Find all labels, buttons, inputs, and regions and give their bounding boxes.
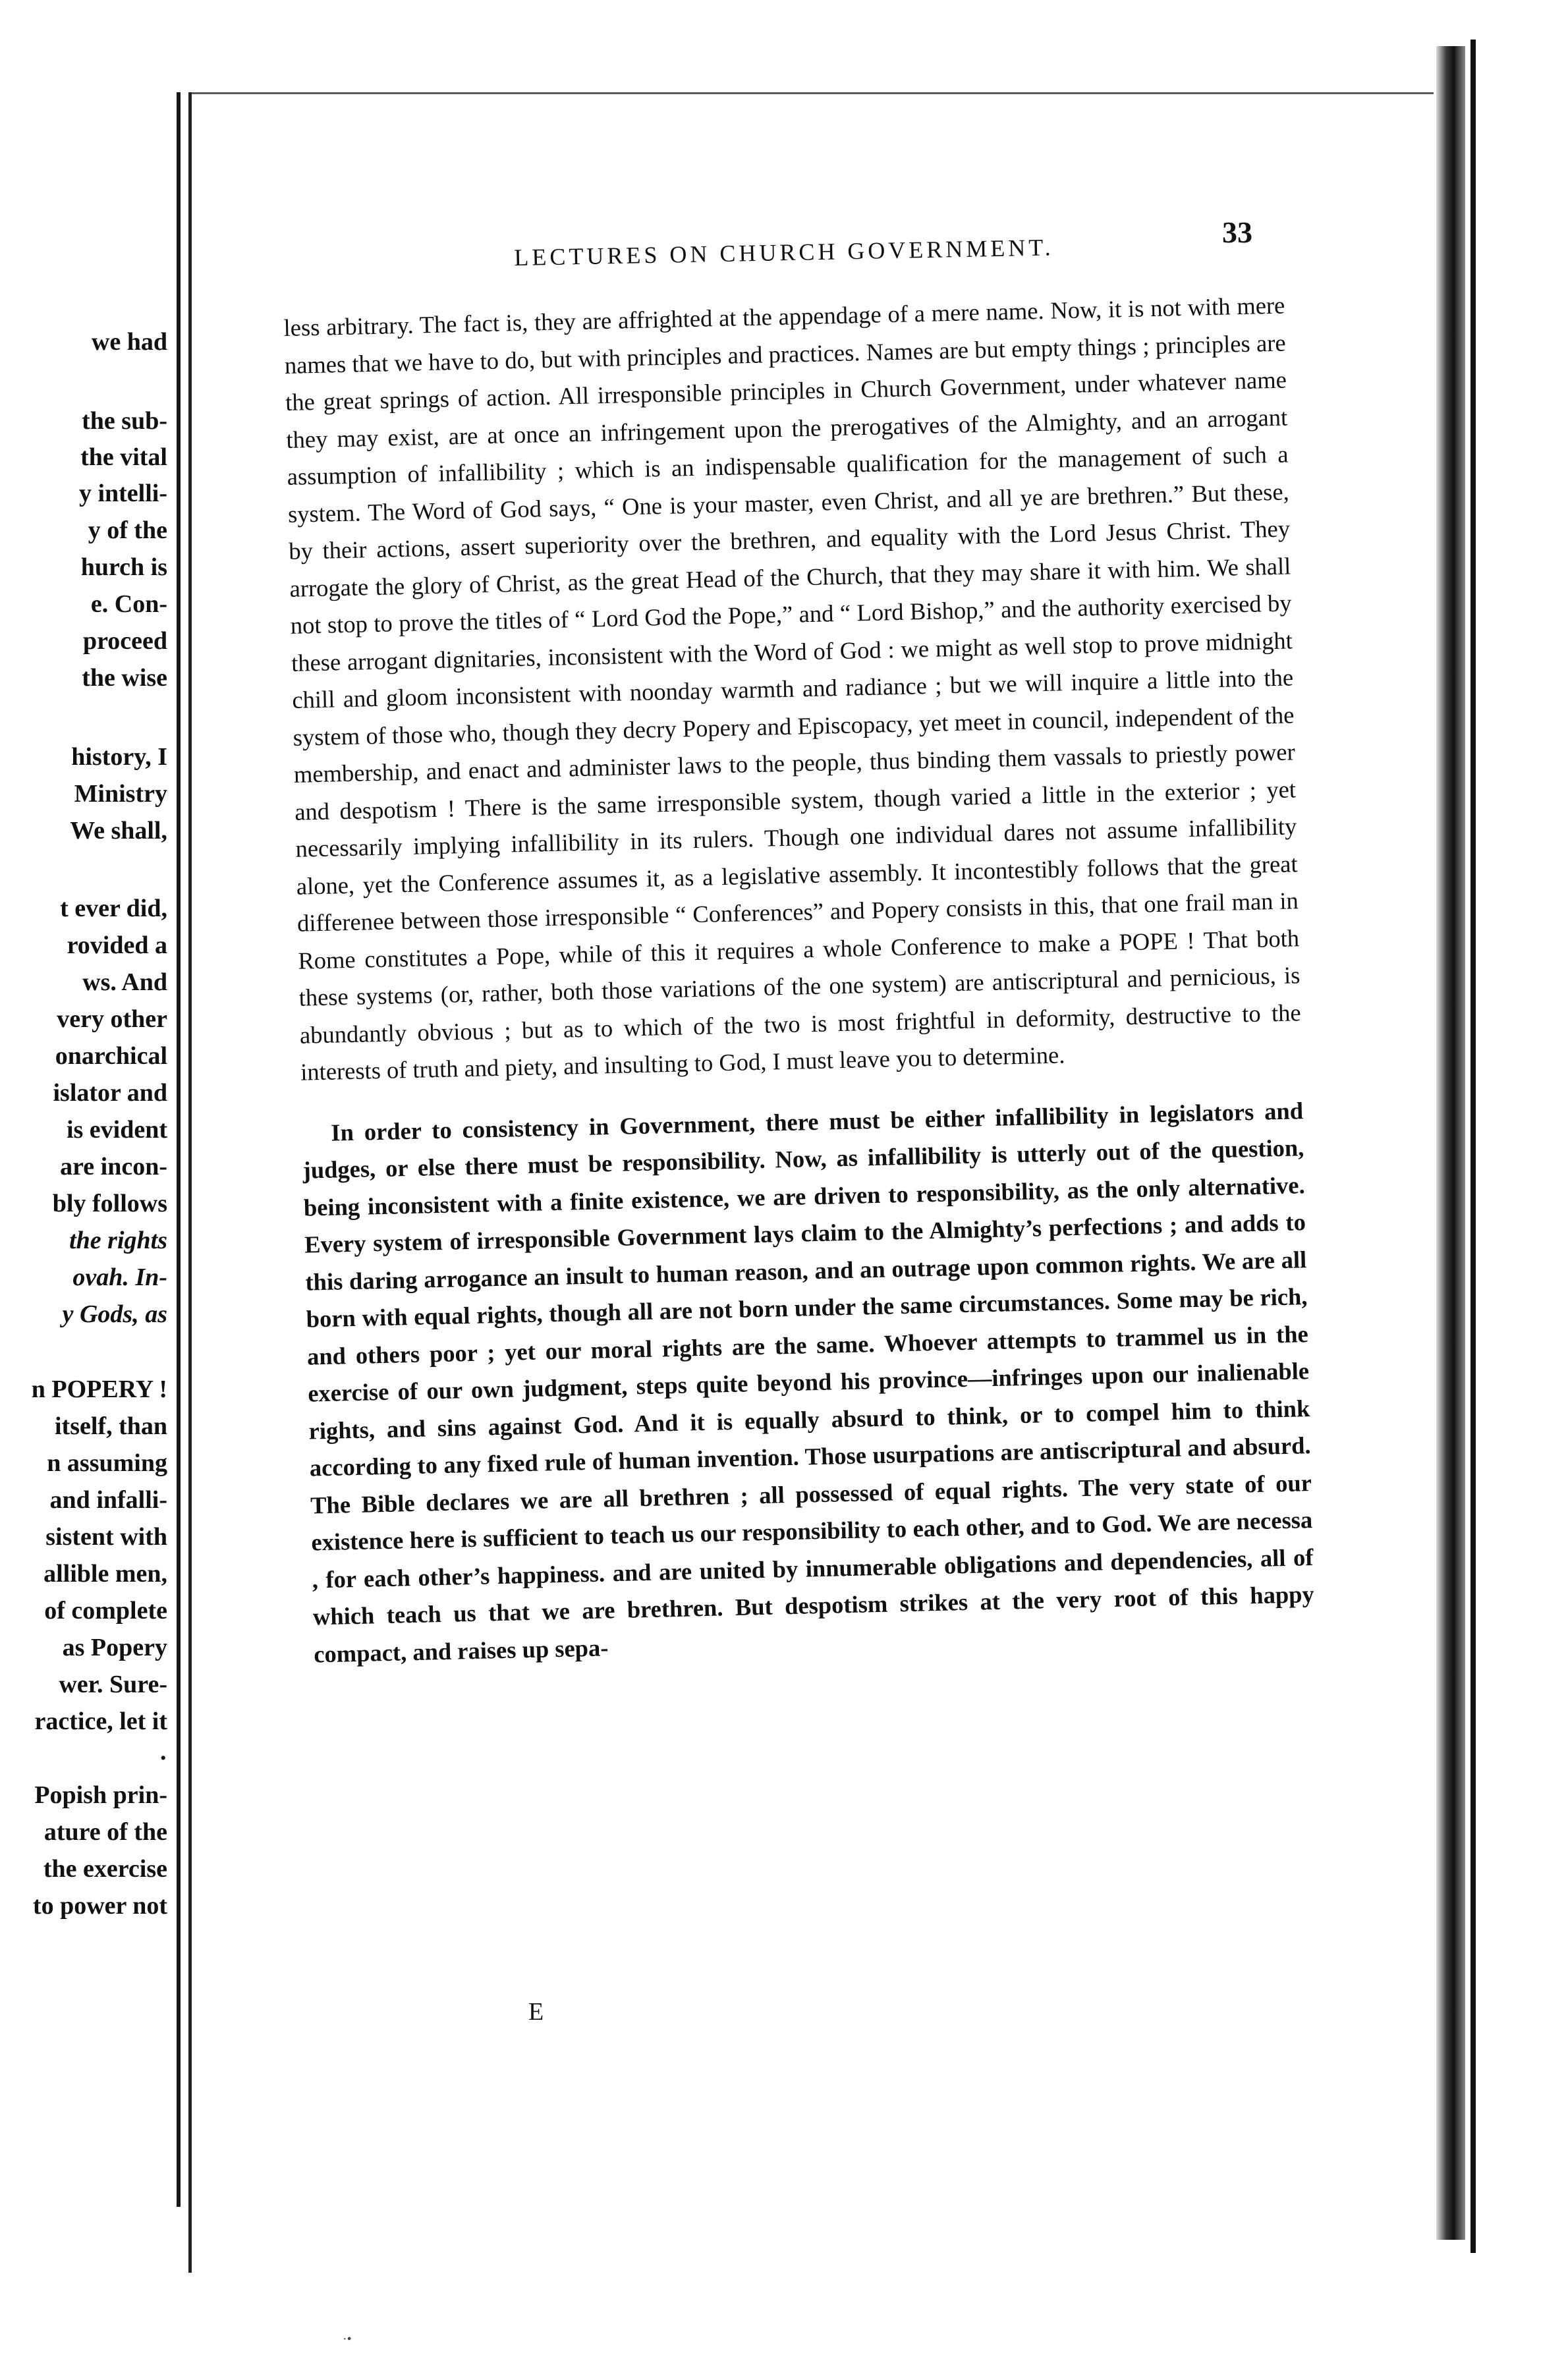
previous-page-line: are incon- [60,1153,167,1180]
previous-page-line: the sub- [82,407,167,435]
previous-page-line: n POPERY ! [31,1375,167,1403]
book-binding-edge [1470,40,1476,2253]
stray-ink-mark: ·• [343,2332,352,2347]
previous-page-line: ovah. In- [72,1264,167,1291]
paragraph-1: less arbitrary. The fact is, they are affrighted at the appendage of a mere name. Now, it is not with mere names that we have to do, but with principles and practices. Names are but empty things ; principles are the great springs of action. All irresponsible principles in Church Government, under whatever name they may exist, are at once an infringement upon the prerogatives of the Almighty, and an arrogant assumption of infallibility ; which is an indispensable qualification for the management of such a system. The Word of God says, “ One is your master, even Christ, and all ye are brethren.” But these, by their actions, assert superiority over the brethren, and equality with the Lord Jesus Christ. They arrogate the glory of Christ, as the great Head of the Church, that they may share it with him. We shall not stop to prove the titles of “ Lord God the Pope,” and “ Lord Bishop,” and the authority exercised by these arrogant dignitaries, inconsistent with the Word of God : we might as well stop to prove midnight chill and gloom inconsistent with noonday warmth and radiance ; but we will inquire a little into the system of those who, though they decry Popery and Episcopacy, yet meet in council, independent of the membership, and enact and administer laws to the people, thus binding them vassals to priestly power and despotism ! There is the same irresponsible system, though varied a little in the exterior ; yet necessarily implying infallibility in its rulers. Though one individual dares not assume infallibility alone, yet the Conference assumes it, as a legislative assembly. It incontestibly follows that the great differenee between those irresponsible “ Conferences” and Popery consists in this, that one frail man in Rome constitutes a Pope, while of this it requires a whole Conference to make a POPE ! That both these systems (or, rather, both those variations of the one system) are antiscriptural and pernicious, is abundantly obvious ; but as to which of the two is most frightful in deformity, destructive to the interests of truth and piety, and insulting to God, I must leave you to determine. [283,291,1302,1086]
previous-page-line: We shall, [70,817,167,845]
previous-page-line: the vital [80,443,167,471]
previous-page-line: Ministry [74,780,167,808]
previous-page-line: very other [57,1005,167,1033]
previous-page-line: ws. And [82,968,167,996]
previous-page-line: y intelli- [78,480,167,507]
previous-page-line: history, I [71,743,167,771]
previous-page-line: islator and [53,1079,167,1107]
paragraph-2: In order to consistency in Government, there must be either infallibility in legislators and judges, or else there must be responsibility. Now, as infallibility is utterly out of the question, being inconsistent with a finite existence, we are driven to responsibility, as the only alternative. Every system of irresponsible Government lays claim to the Almighty’s perfections ; and adds to this daring arrogance an insult to human reason, and an outrage upon common rights. We are all born with equal rights, though all are not born under the same circumstances. Some may be rich, and others poor ; yet our moral rights are the same. Whoever attempts to trammel us in the exercise of our own judgment, steps quite beyond his province—infringes upon our inalienable rights, and sins against God. And it is equally absurd to think, or to compel him to think according to any fixed rule of human invention. Those usurpations are antiscriptural and absurd. The Bible declares we are all brethren ; all possessed of equal rights. The very state of our existence here is sufficient to teach us our responsibility to each other, and to God. We are necessa , for each other’s happiness. and are united by innumerable obligations and dependencies, all of which teach us that we are brethren. But despotism strikes at the very root of this happy compact, and raises up sepa- [302,1096,1315,1667]
page-number: 33 [1222,215,1252,249]
previous-page-line: proceed [82,627,167,655]
previous-page-line: y Gods, as [62,1300,167,1328]
previous-page-line: y of the [88,516,167,544]
previous-page-line: rovided a [67,931,167,959]
previous-page-line: itself, than [55,1412,167,1440]
previous-page-line: the exercise [43,1855,167,1883]
previous-page-line: e. Con- [90,590,167,618]
previous-page-line: ractice, let it [34,1708,167,1735]
signature-mark: E [528,1998,544,2026]
previous-page-line: bly follows [52,1190,167,1217]
previous-page-line: allible men, [43,1560,167,1588]
previous-page-line: we had [91,328,167,356]
previous-page-line: the rights [69,1227,167,1254]
previous-page-line: and infalli- [49,1486,167,1514]
previous-page-line: Popish prin- [34,1781,167,1809]
previous-page-border [177,92,181,2207]
previous-page-line: t ever did, [60,895,167,922]
previous-page-line: to power not [32,1892,167,1920]
previous-page-line: the wise [82,664,167,692]
previous-page-line: wer. Sure- [59,1671,167,1698]
previous-page-line: · [159,1744,167,1772]
previous-page-fragment [0,0,178,2361]
body-text [283,287,1316,1673]
previous-page-line: as Popery [62,1634,167,1661]
previous-page-line: onarchical [55,1042,167,1070]
page-top-edge [188,92,1434,94]
running-title: LECTURES ON CHURCH GOVERNMENT. [514,234,1054,271]
previous-page-line: sistent with [45,1523,167,1551]
previous-page-line: of complete [44,1597,167,1625]
previous-page-line: ature of the [43,1818,167,1846]
previous-page-line: n assuming [47,1449,167,1477]
book-binding-gutter [1436,46,1465,2240]
page-left-edge [188,92,192,2273]
previous-page-line: is evident [66,1116,167,1144]
previous-page-line: hurch is [80,553,167,581]
